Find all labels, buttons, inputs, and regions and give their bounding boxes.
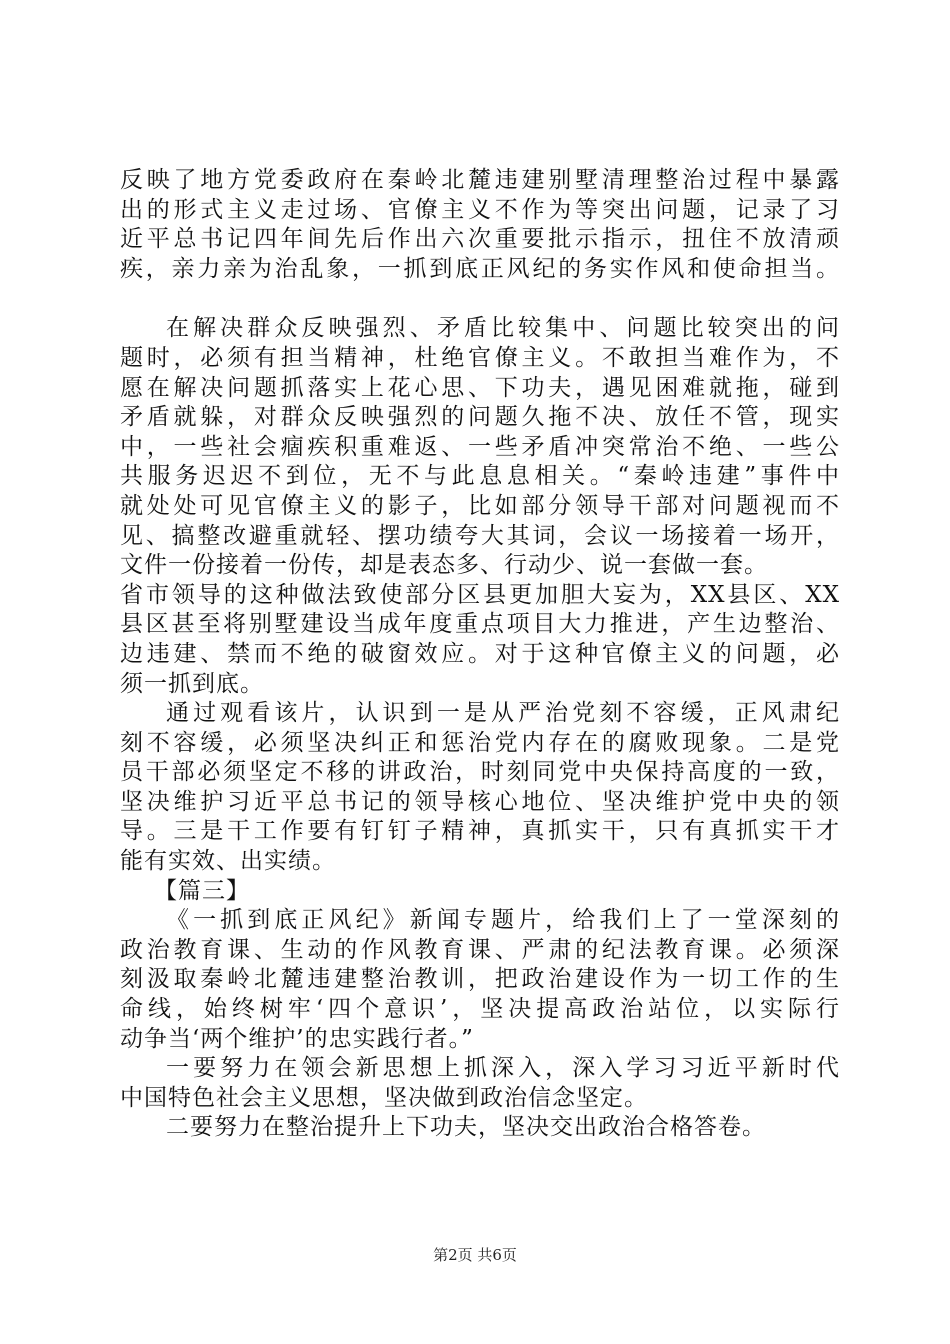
text-line: 近平总书记四年间先后作出六次重要批示指示，扭住不放清顽 [120,226,840,253]
paragraph-6 [120,1113,840,1143]
document-body [120,166,840,1143]
text-line: 政治教育课、生动的作风教育课、严肃的纪法教育课。必须深 [120,936,840,963]
page-footer [0,1244,950,1265]
text-line: 就处处可见官僚主义的影子，比如部分领导干部对问题视而不 [120,492,840,519]
section-heading [120,877,840,907]
text-line: 边违建、禁而不绝的破窗效应。对于这种官僚主义的问题，必 [120,640,840,667]
text-line: 出的形式主义走过场、官僚主义不作为等突出问题，记录了习 [120,196,840,223]
text-line: 共服务迟迟不到位，无不与此息息相关。“秦岭违建”事件中 [120,463,840,490]
text-line: 题时，必须有担当精神，杜绝官僚主义。不敢担当难作为，不 [120,344,840,371]
text-line: 通过观看该片，认识到一是从严治党刻不容缓，正风肃纪 [166,700,840,727]
text-line: 中，一些社会痼疾积重难返、一些矛盾冲突常治不绝、一些公 [120,433,840,460]
text-line: 《一抓到底正风纪》新闻专题片，给我们上了一堂深刻的 [166,907,840,934]
text-line: 能有实效、出实绩。 [120,848,336,875]
paragraph-3 [120,699,840,877]
paragraph-4 [120,906,840,1054]
paragraph-1 [120,166,840,284]
text-line: 省市领导的这种做法致使部分区县更加胆大妄为，XX县区、XX [120,581,840,608]
text-line: 县区甚至将别墅建设当成年度重点项目大力推进，产生边整治、 [120,611,840,638]
paragraph-5 [120,1054,840,1113]
text-line: 须一抓到底。 [120,670,264,697]
text-line: 刻汲取秦岭北麓违建整治教训，把政治建设作为一切工作的生 [120,966,840,993]
page-number: 第2页 共6页 [433,1246,517,1264]
text-line: 见、搞整改避重就轻、摆功绩夸大其词，会议一场接着一场开， [120,522,840,549]
text-line: 命线，始终树牢‘四个意识’，坚决提高政治站位，以实际行 [120,996,840,1023]
text-line: 刻不容缓，必须坚决纠正和惩治党内存在的腐败现象。二是党 [120,729,840,756]
text-line: 矛盾就躲，对群众反映强烈的问题久拖不决、放任不管，现实 [120,404,840,431]
text-line: 坚决维护习近平总书记的领导核心地位、坚决维护党中央的领 [120,788,840,815]
section-heading-text: 【篇三】 [154,877,250,904]
text-line: 导。三是干工作要有钉钉子精神，真抓实干，只有真抓实干才 [120,818,840,845]
paragraph-spacer [120,284,840,314]
text-line: 愿在解决问题抓落实上花心思、下功夫，遇见困难就拖，碰到 [120,374,840,401]
text-line: 反映了地方党委政府在秦岭北麓违建别墅清理整治过程中暴露 [120,167,840,193]
text-line: 文件一份接着一份传，却是表态多、行动少、说一套做一套。 [120,552,768,579]
text-line: 疾，亲力亲为治乱象，一抓到底正风纪的务实作风和使命担当。 [120,255,840,282]
text-line: 一要努力在领会新思想上抓深入，深入学习习近平新时代 [166,1055,840,1082]
text-line: 在解决群众反映强烈、矛盾比较集中、问题比较突出的问 [166,315,840,342]
paragraph-2 [120,314,840,699]
text-line: 员干部必须坚定不移的讲政治，时刻同党中央保持高度的一致， [120,759,840,786]
text-line: 中国特色社会主义思想，坚决做到政治信念坚定。 [120,1084,648,1111]
text-line: 二要努力在整治提升上下功夫，坚决交出政治合格答卷。 [166,1114,766,1141]
text-line: 动争当‘两个维护’的忠实践行者。” [120,1025,474,1052]
